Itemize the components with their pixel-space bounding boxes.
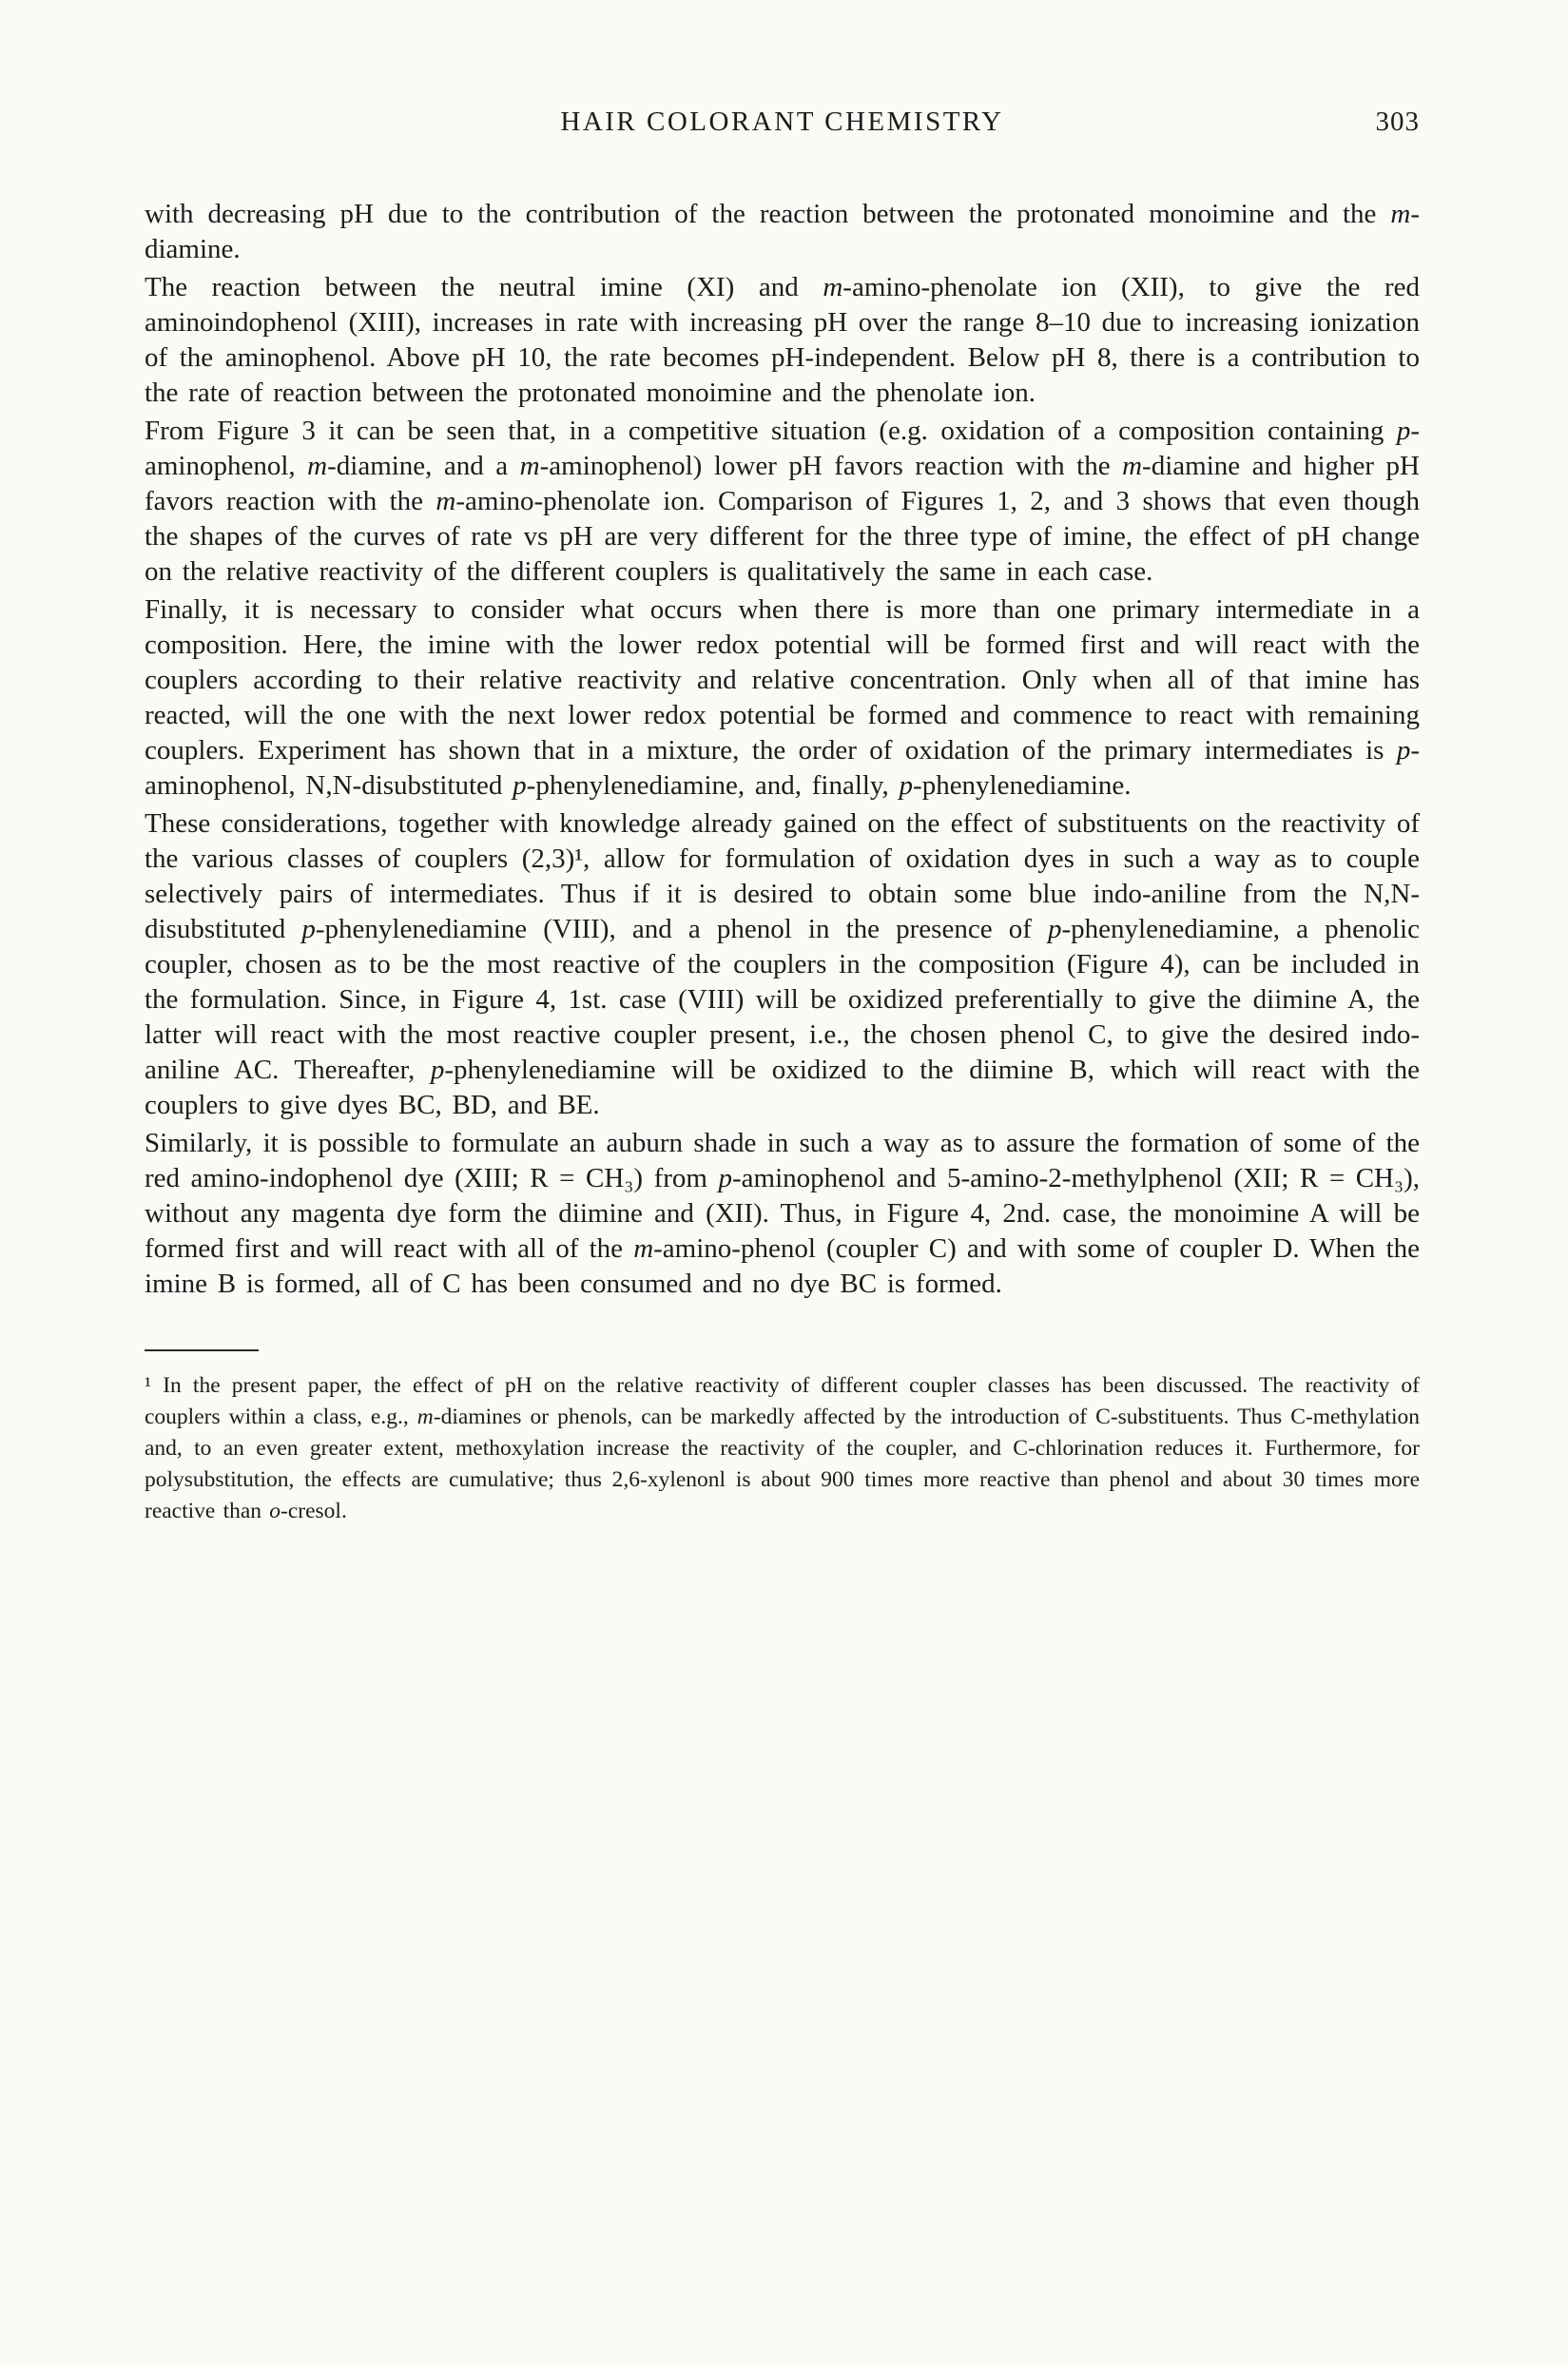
italic-run: m xyxy=(633,1233,654,1264)
italic-run: m xyxy=(307,451,328,481)
paragraph xyxy=(145,197,1420,267)
footnote-rule xyxy=(145,1349,259,1351)
text-run: -diamine, and a xyxy=(327,451,520,481)
italic-run: p xyxy=(899,770,914,801)
text-run: -diamine and higher pH favors reaction with the xyxy=(145,451,1420,516)
italic-run: m xyxy=(519,451,540,481)
text-run: -diamine. xyxy=(145,199,1420,264)
text-run: -phenylenediamine (VIII), and a phenol in the presence of xyxy=(315,914,1048,944)
italic-run: p xyxy=(513,770,527,801)
italic-run: p xyxy=(1048,914,1062,944)
italic-run: m xyxy=(436,486,456,516)
text-run: -aminophenol and 5-amino-2-methylphenol (XII; R = CH₃), without any magenta dye form the diimine and (XII). Thus, in Figure 4, 2nd. case, the monoimine A will be formed first and will react with all of the xyxy=(145,1163,1420,1264)
text-run: -aminophenol, N,N-disubstituted xyxy=(145,735,1420,801)
body-text xyxy=(145,197,1420,1302)
italic-run: o xyxy=(269,1499,281,1523)
text-run: From Figure 3 it can be seen that, in a competitive situation (e.g. oxidation of a composition containing xyxy=(145,416,1397,446)
text-run: -aminophenol) lower pH favors reaction with the xyxy=(539,451,1123,481)
running-title: HAIR COLORANT CHEMISTRY xyxy=(560,107,1004,137)
text-run: Similarly, it is possible to formulate an auburn shade in such a way as to assure the formation of some of the red amino-indophenol dye (XIII; R = CH₃) from xyxy=(145,1128,1420,1193)
italic-run: p xyxy=(718,1163,732,1193)
footnote xyxy=(145,1370,1420,1527)
page-header xyxy=(145,107,1420,138)
italic-run: m xyxy=(1122,451,1143,481)
text-run: -phenylenediamine will be oxidized to the diimine B, which will react with the couplers to give dyes BC, BD, and BE. xyxy=(145,1055,1421,1120)
italic-run: p xyxy=(301,914,316,944)
text-run: -amino-phenolate ion. Comparison of Figures 1, 2, and 3 shows that even though the shapes of the curves of rate vs pH are very different for the three type of imine, the effect of pH change on the relative reactivity of the different couplers is qualitatively the same in each case. xyxy=(145,486,1421,587)
footnote-area xyxy=(145,1349,1420,1527)
paragraphs xyxy=(145,197,1420,1302)
paragraph xyxy=(145,270,1420,411)
text-run: ¹ In the present paper, the effect of pH on the relative reactivity of different coupler classes has been discussed. The reactivity of couplers within a class, e.g., xyxy=(145,1373,1420,1429)
paragraph xyxy=(145,592,1420,804)
italic-run: p xyxy=(1396,735,1411,766)
italic-run: m xyxy=(823,272,843,302)
text-run: The reaction between the neutral imine (XI) and xyxy=(145,272,823,302)
italic-run: m xyxy=(1390,199,1411,229)
text-run: -amino-phenolate ion (XII), to give the red aminoindophenol (XIII), increases in rate with increasing pH over the range 8–10 due to increasing ionization of the aminophenol. Above pH 10, the rate becomes pH-independent. Below pH 8, there is a contribution to the rate of reaction between the protonated monoimine and the phenolate ion. xyxy=(145,272,1421,408)
text-run: -phenylenediamine. xyxy=(913,770,1132,801)
text-run: -cresol. xyxy=(281,1499,347,1523)
page-number: 303 xyxy=(1375,107,1420,137)
text-run: -diamines or phenols, can be markedly affected by the introduction of C-substituents. Thus C-methylation and, to an even greater extent, methoxylation increase the reactivity of the coupler, and C-chlorination reduces it. Furthermore, for polysubstitution, the effects are cumulative; thus 2,6-xylenonl is about 900 times more reactive than phenol and about 30 times more reactive than xyxy=(145,1405,1420,1523)
paragraph xyxy=(145,414,1420,590)
italic-run: p xyxy=(1396,416,1411,446)
paragraph xyxy=(145,1126,1420,1302)
text-run: These considerations, together with knowledge already gained on the effect of substituents on the reactivity of the various classes of couplers (2,3)¹, allow for formulation of oxidation dyes in such a way as to couple selectively pairs of intermediates. Thus if it is desired to obtain some blue indo-aniline from the N,N-disubstituted xyxy=(145,808,1420,944)
paragraph xyxy=(145,806,1420,1123)
italic-run: p xyxy=(430,1055,445,1085)
text-run: with decreasing pH due to the contribution of the reaction between the protonated monoimine and the xyxy=(145,199,1391,229)
text-run: -phenylenediamine, a phenolic coupler, chosen as to be the most reactive of the couplers in the composition (Figure 4), can be included in the formulation. Since, in Figure 4, 1st. case (VIII) will be oxidized preferentially to give the diimine A, the latter will react with the most reactive coupler present, i.e., the chosen phenol C, to give the desired indo-aniline AC. Thereafter, xyxy=(145,914,1420,1085)
text-run: -amino-phenol (coupler C) and with some of coupler D. When the imine B is formed, all of C has been consumed and no dye BC is formed. xyxy=(145,1233,1420,1299)
text-run: -phenylenediamine, and, finally, xyxy=(526,770,900,801)
text-run: -aminophenol, xyxy=(145,416,1420,481)
text-run: Finally, it is necessary to consider what occurs when there is more than one primary intermediate in a composition. Here, the imine with the lower redox potential will be formed first and will react with the couplers according to their relative reactivity and relative concentration. Only when all of that imine has reacted, will the one with the next lower redox potential be formed and commence to react with remaining couplers. Experiment has shown that in a mixture, the order of oxidation of the primary intermediates is xyxy=(145,594,1420,766)
italic-run: m xyxy=(416,1405,434,1429)
